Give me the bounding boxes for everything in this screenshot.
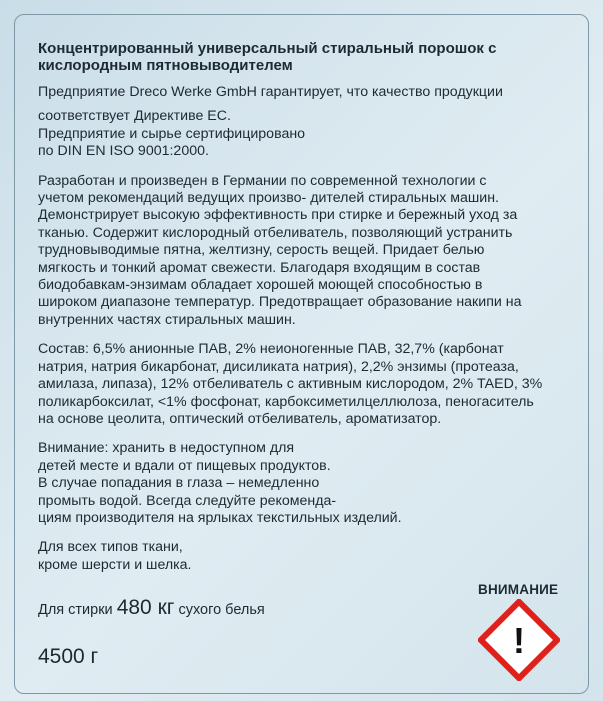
guarantee-line: соответствует Директиве ЕС. — [38, 108, 231, 125]
fabric-line: кроме шерсти и шелка. — [38, 556, 192, 573]
hazard-symbol: ! — [513, 620, 525, 661]
product-description — [38, 173, 583, 330]
fabric-line: Для всех типов ткани, — [38, 539, 183, 556]
title-line: кислородным пятновыводителем — [38, 57, 293, 74]
composition — [38, 341, 583, 428]
warning-line: Внимание: хранить в недоступном для — [38, 440, 295, 457]
usage-amount: 480 кг — [116, 596, 175, 619]
guarantee-line: Предприятие Dreco Werke GmbH гарантирует, что качество продукции — [38, 84, 503, 100]
usage-prefix: Для стирки — [38, 602, 113, 618]
composition-line: Состав: 6,5% анионные ПАВ, 2% неионогенные ПАВ, 32,7% (карбонат — [38, 341, 504, 358]
usage-capacity — [38, 596, 265, 620]
hazard-label: ВНИМАНИЕ — [478, 582, 559, 597]
title-line: Концентрированный универсальный стиральный порошок с — [38, 40, 497, 57]
label-text — [38, 40, 583, 586]
composition-line: на основе цеолита, оптический отбеливатель, ароматизатор. — [38, 410, 442, 427]
description-line: тканью. Содержит кислородный отбеливатель, позволяющий устранить — [38, 224, 513, 241]
description-line: Демонстрирует высокую эффективность при стирке и бережный уход за — [38, 207, 518, 224]
description-line: Разработан и произведен в Германии по современной технологии с — [38, 172, 487, 189]
description-line: мягкость и тонкий аромат свежести. Благодаря входящим в состав — [38, 259, 481, 276]
composition-line: поликарбоксилат, <1% фосфонат, карбоксиметилцеллюлоза, пеногаситель — [38, 393, 534, 410]
warning-line: детей месте и вдали от пищевых продуктов. — [38, 457, 331, 474]
exclamation-warning-icon — [478, 599, 560, 681]
description-line: биодобавкам-энзимам обладает хорошей моющей способностью в — [38, 277, 483, 294]
guarantee-line: по DIN EN ISO 9001:2000. — [38, 143, 209, 160]
usage-suffix: сухого белья — [178, 602, 265, 618]
warning-line: В случае попадания в глаза – немедленно — [38, 475, 320, 492]
product-title — [38, 40, 583, 74]
warning-line: циям производителя на ярлыках текстильных изделий. — [38, 509, 402, 526]
safety-warning — [38, 440, 583, 527]
description-line: широком диапазоне температур. Предотвращает образование накипи на — [38, 294, 522, 311]
net-weight: 4500 г — [38, 645, 99, 668]
fabric-types — [38, 539, 583, 574]
description-line: учетом рекомендаций ведущих произво- дителей стиральных машин. — [38, 190, 499, 207]
quality-guarantee — [38, 84, 583, 161]
composition-line: амилаза, липаза), 12% отбеливатель с активным кислородом, 2% TAED, 3% — [38, 376, 543, 393]
description-line: трудновыводимые пятна, желтизну, серость вещей. Придает белью — [38, 242, 485, 259]
warning-line: промыть водой. Всегда следуйте рекоменда- — [38, 492, 337, 509]
composition-line: натрия, натрия бикарбонат, дисиликата натрия), 2,2% энзимы (протеаза, — [38, 358, 519, 375]
guarantee-line: Предприятие и сырье сертифицировано — [38, 125, 306, 142]
description-line: внутренних частях стиральных машин. — [38, 311, 296, 328]
